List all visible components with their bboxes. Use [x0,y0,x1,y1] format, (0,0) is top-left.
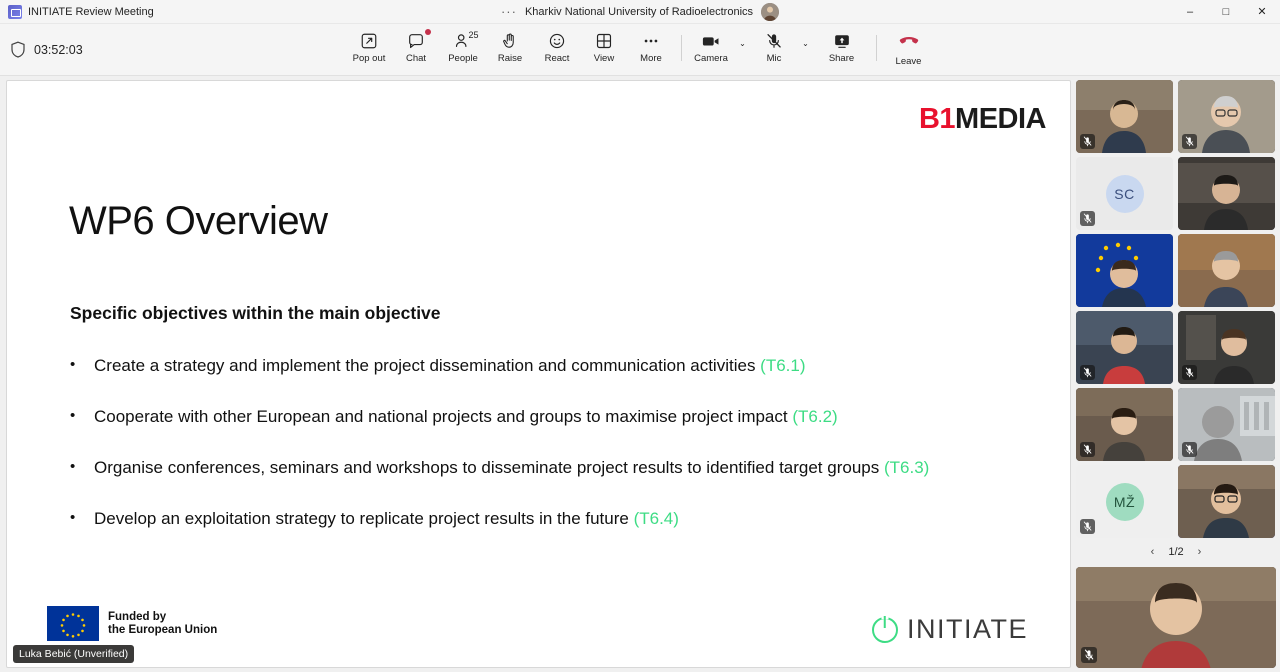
mic-label: Mic [766,53,782,64]
maximize-button[interactable]: □ [1222,5,1230,18]
next-page-button[interactable]: › [1197,546,1202,559]
pop-out-label: Pop out [352,53,386,64]
avatar[interactable] [761,3,779,21]
participant-tile[interactable] [1076,80,1173,153]
slide-title: WP6 Overview [69,199,328,243]
avatar [1106,175,1144,213]
bullet-text: Organise conferences, seminars and workshops to disseminate project results to identified target groups (T6.3) [94,458,930,477]
initiate-logo [872,614,1028,645]
window-title-bar [0,0,1280,24]
chevron-down-icon[interactable]: ⌄ [739,38,746,48]
avatar-initials: SC [1114,185,1135,202]
raise-label: Raise [497,53,523,64]
mic-off-icon [1182,365,1197,380]
window-title: INITIATE Review Meeting [28,5,154,18]
media-logo-text: MEDIA [955,103,1046,135]
mic-off-icon [1080,519,1095,534]
shared-content-slide[interactable] [6,80,1071,668]
mic-split-button[interactable] [751,29,814,64]
camera-button[interactable] [688,29,735,64]
meeting-toolbar [0,24,1280,76]
slide-subtitle: Specific objectives within the main objective [70,303,441,323]
task-code: (T6.2) [792,407,838,426]
mic-off-icon [1182,442,1197,457]
participant-tile[interactable] [1178,234,1275,307]
chat-button[interactable] [393,29,440,64]
chat-unread-badge [425,29,431,35]
pop-out-button[interactable] [346,29,393,64]
participant-tile[interactable] [1076,311,1173,384]
mic-off-icon [1080,442,1095,457]
eu-funding-text [108,611,217,637]
bullet-text: Develop an exploitation strategy to replicate project results in the future (T6.4) [94,509,679,528]
title-overflow-icon[interactable]: ··· [500,4,517,19]
react-label: React [544,53,570,64]
view-grid-icon [595,31,613,51]
react-smiley-icon [548,31,566,51]
chevron-down-icon[interactable]: ⌄ [802,38,809,48]
list-item [70,506,970,531]
participant-tile[interactable] [1178,80,1275,153]
participant-tile[interactable] [1076,465,1173,538]
avatar-initials: MŽ [1113,493,1136,510]
view-label: View [593,53,615,64]
b1-media-logo [919,103,1046,136]
bullet-text: Create a strategy and implement the project dissemination and communication activities (T6.1) [94,356,806,375]
power-icon [872,617,898,643]
funding-line-1: Funded by [108,610,167,623]
avatar [1106,483,1144,521]
task-code: (T6.4) [633,509,679,528]
mic-off-icon [1080,134,1095,149]
share-screen-icon [833,31,851,51]
presenter-name-tooltip: Luka Bebić (Unverified) [13,645,134,663]
people-count: 25 [468,30,479,40]
more-button[interactable] [628,29,675,64]
bullet-dot: • [70,356,76,373]
slide-bullet-list [70,353,970,557]
camera-icon [701,31,721,51]
list-item [70,353,970,378]
meeting-stage [0,76,1280,672]
bullet-dot: • [70,458,76,475]
raise-hand-icon [501,31,519,51]
leave-button[interactable] [883,29,935,67]
b1-logo-text: B1 [918,103,956,135]
toolbar-divider-1 [681,35,682,61]
bullet-text: Cooperate with other European and national projects and groups to maximise project impact (T6.2) [94,407,838,426]
popout-icon [360,31,378,51]
close-button[interactable]: ✕ [1257,6,1267,18]
toolbar-divider-2 [876,35,877,61]
chat-label: Chat [405,53,427,64]
tenant-name: Kharkiv National University of Radioelectronics [524,5,754,18]
list-item [70,404,970,429]
participant-tile[interactable] [1076,234,1173,307]
people-button[interactable] [440,29,487,64]
spotlight-tile[interactable] [1076,567,1276,668]
participant-tile[interactable] [1076,388,1173,461]
camera-split-button[interactable] [688,29,751,64]
hangup-icon [898,31,920,54]
mic-off-icon [1080,211,1095,226]
task-code: (T6.3) [883,458,930,477]
teams-app-icon [8,5,22,19]
people-label: People [448,53,478,64]
task-code: (T6.1) [760,356,806,375]
mic-off-icon [1182,134,1197,149]
funding-line-2: the European Union [108,623,218,636]
react-button[interactable] [534,29,581,64]
more-label: More [640,53,662,64]
mic-button[interactable] [751,29,798,64]
bullet-dot: • [70,407,76,424]
roster-pager [1076,542,1276,563]
participant-tile[interactable] [1178,311,1275,384]
participant-tile-active-speaker[interactable] [1178,465,1275,538]
toolbar-center [0,29,1280,67]
participant-tile[interactable] [1076,157,1173,230]
eu-flag-icon [47,606,99,641]
meeting-timer: 03:52:03 [34,42,83,57]
more-ellipsis-icon [642,31,660,51]
raise-hand-button[interactable] [487,29,534,64]
list-item [70,455,970,480]
view-button[interactable] [581,29,628,64]
mic-off-icon [765,31,783,51]
mic-off-icon [1080,365,1095,380]
window-controls [1172,0,1280,23]
title-bar-left [0,5,154,19]
mic-off-icon [1081,647,1097,663]
initiate-logo-text: INITIATE [906,614,1028,644]
title-bar-center [0,3,1280,21]
leave-label: Leave [895,56,922,67]
participant-tile-grid [1076,80,1276,538]
share-button[interactable] [814,29,870,64]
minimize-button[interactable]: – [1186,5,1194,18]
participant-roster [1076,80,1276,668]
camera-label: Camera [694,53,728,64]
eu-funding-logo [47,606,217,641]
prev-page-button[interactable]: ‹ [1150,546,1155,559]
participant-tile[interactable] [1178,388,1275,461]
share-label: Share [828,53,855,64]
chat-icon [407,31,425,51]
bullet-dot: • [70,509,76,526]
page-indicator: 1/2 [1168,546,1184,559]
participant-tile[interactable] [1178,157,1275,230]
